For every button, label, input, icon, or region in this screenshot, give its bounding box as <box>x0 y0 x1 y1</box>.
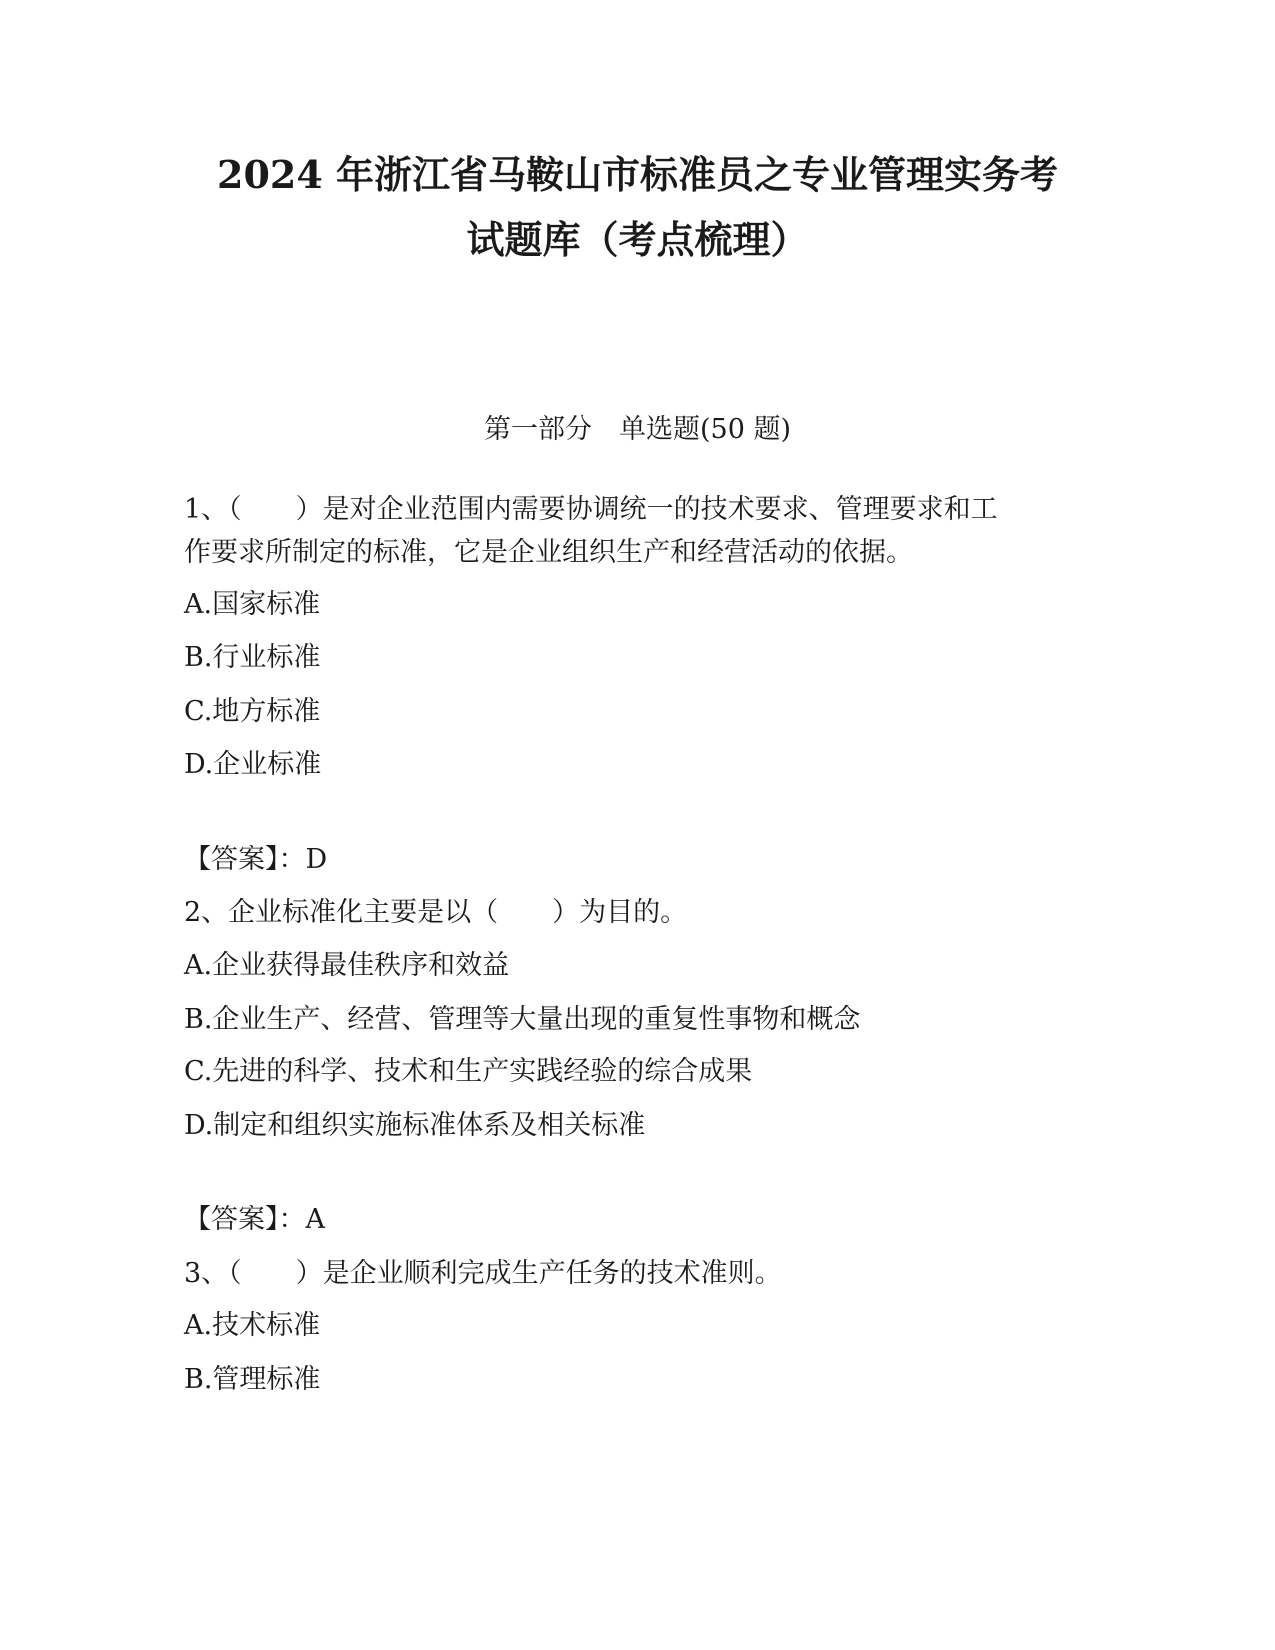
question-2-option-a: A.企业获得最佳秩序和效益 <box>184 950 510 981</box>
question-2-answer: 【答案】：A <box>184 1204 325 1235</box>
question-1-option-b: B.行业标准 <box>184 642 321 673</box>
question-1-stem-line-1: 1、（ ）是对企业范围内需要协调统一的技术要求、管理要求和工 <box>184 494 998 525</box>
question-1-option-a: A.国家标准 <box>184 589 321 620</box>
question-3-stem: 3、（ ）是企业顺利完成生产任务的技术准则。 <box>184 1258 782 1289</box>
question-3-option-b: B.管理标准 <box>184 1364 321 1395</box>
question-2-option-b: B.企业生产、经营、管理等大量出现的重复性事物和概念 <box>184 1004 861 1035</box>
question-1-stem-line-2: 作要求所制定的标准，它是企业组织生产和经营活动的依据。 <box>184 537 913 568</box>
question-3-option-a: A.技术标准 <box>184 1310 321 1341</box>
section-heading: 第一部分 单选题(50 题) <box>483 414 791 445</box>
question-2-option-d: D.制定和组织实施标准体系及相关标准 <box>184 1110 646 1141</box>
document-title-line-1: 2024 年浙江省马鞍山市标准员之专业管理实务考 <box>217 152 1058 197</box>
question-1-option-c: C.地方标准 <box>184 696 321 727</box>
question-2-stem: 2、企业标准化主要是以（ ）为目的。 <box>184 897 688 928</box>
question-1-option-d: D.企业标准 <box>184 749 322 780</box>
document-title-line-2: 试题库（考点梳理） <box>466 217 809 262</box>
question-2-option-c: C.先进的科学、技术和生产实践经验的综合成果 <box>184 1056 753 1087</box>
question-1-answer: 【答案】：D <box>184 844 328 875</box>
